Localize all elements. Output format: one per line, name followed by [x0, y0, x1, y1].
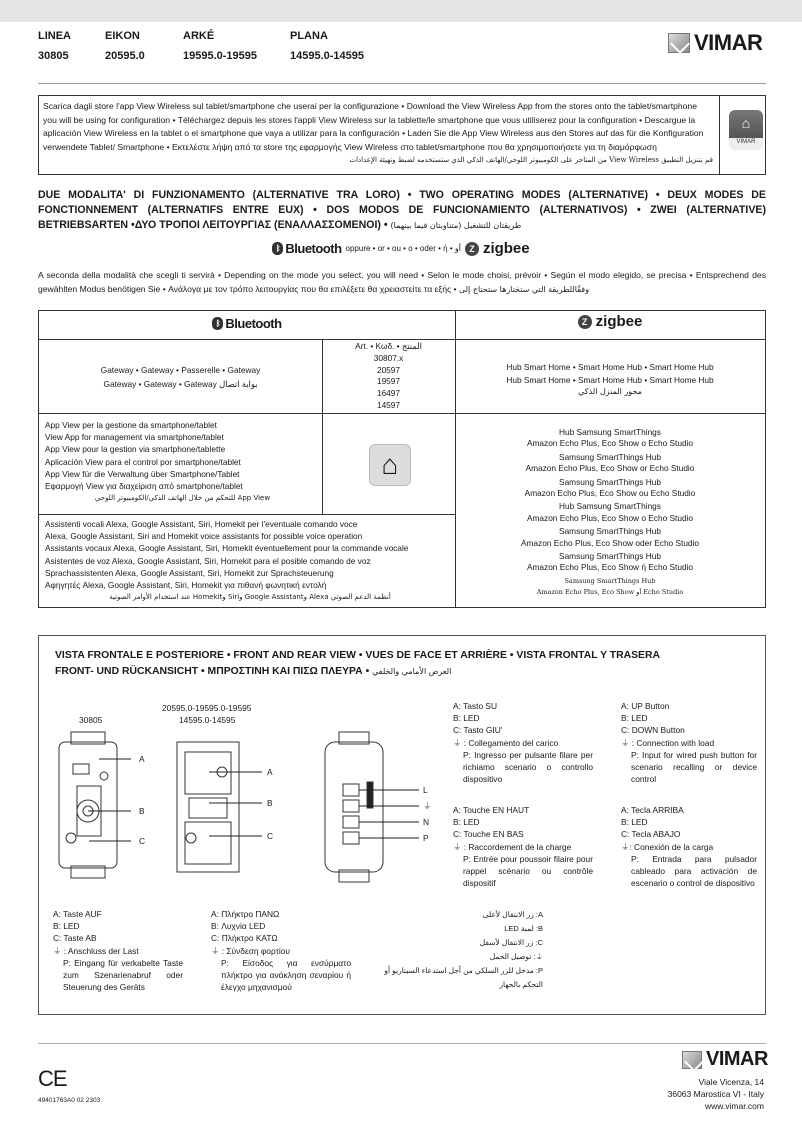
- legend-line: B: لمبة LED: [504, 924, 543, 933]
- divider: [38, 83, 766, 84]
- legend-line: P: Ingresso per pulsante filare per richiamo scenario o controllo dispositivo: [463, 749, 593, 785]
- zigbee-label: zigbee: [595, 313, 643, 330]
- divider: [38, 1043, 766, 1044]
- document-code: 49401763A0 02 2303: [38, 1097, 101, 1104]
- vimar-mark-icon: [668, 33, 690, 53]
- callout-load: ⏚: [423, 801, 432, 811]
- callout-n: N: [423, 817, 430, 827]
- legend-spanish: [621, 804, 757, 889]
- legend-line: B: LED: [453, 817, 480, 828]
- callout-b: B: [267, 798, 273, 808]
- callout-a: A: [139, 754, 145, 764]
- assistant-text: Assistenti vocali Alexa, Google Assistant, Siri, Homekit per l'eventuale comando voce: [45, 519, 358, 529]
- app-text: App View für die Verwaltung über Smartphone/Tablet: [45, 468, 240, 479]
- legend-line: A: زر الانتقال لأعلى: [482, 910, 543, 919]
- echo-devices: Amazon Echo Plus, Eco Show or Echo Studio: [525, 463, 695, 474]
- or-text: oppure • or • ou • o • oder • ή • أو: [345, 244, 461, 253]
- zigbee-label: zigbee: [482, 240, 530, 257]
- legend-line: P: Entrée pour poussoir filaire pour rappel scénario ou contrôle dispositif: [463, 853, 593, 889]
- legend-line: C: Πλήκτρο ΚΑΤΩ: [211, 933, 278, 944]
- legend-line: ⏚: Conexión de la carga: [621, 841, 714, 852]
- legend-line: B: LED: [53, 921, 80, 932]
- bluetooth-column-header: [39, 317, 455, 330]
- brand-name: VIMAR: [706, 1048, 768, 1070]
- legend-line: A: Tasto SU: [453, 701, 498, 711]
- zigbee-icon: Z: [578, 315, 592, 329]
- legend-line: P: مدخل للزر السلكي من أجل استدعاء السيناريو أو التحكم بالجهاز: [384, 966, 543, 989]
- front-rear-view-box: [38, 635, 766, 1015]
- bluetooth-label: Bluetooth: [225, 315, 282, 331]
- header-col-eikon: [105, 26, 145, 66]
- line-code: 20595.0: [105, 50, 145, 62]
- echo-devices: Amazon Echo Plus, Eco Show o Echo Studio: [526, 512, 694, 523]
- line-name: LINEA: [38, 30, 71, 42]
- vimar-logo: [668, 30, 762, 56]
- app-text: App View pour la gestion via smartphone/tablette: [45, 444, 226, 455]
- smartthings-entry: [455, 452, 765, 475]
- line-name: EIKON: [105, 30, 140, 42]
- header-col-linea: [38, 26, 71, 66]
- echo-devices: Amazon Echo Plus, Eco Show oder Echo Studio: [520, 537, 700, 548]
- legend-arabic: [381, 908, 543, 992]
- device-20595-front: [177, 742, 239, 872]
- legend-french: [453, 804, 593, 889]
- legend-line: ⏚: توصيل الحمل: [489, 952, 543, 961]
- protocol-options: [0, 240, 802, 257]
- legend-line: B: LED: [621, 713, 648, 724]
- vimar-logo: [682, 1048, 768, 1071]
- bluetooth-logo: [212, 317, 281, 330]
- view-app-home-icon: ⌂: [369, 444, 411, 486]
- gateway-text: Gateway • Gateway • Gateway بوابة اتصال: [103, 379, 258, 389]
- echo-devices: Amazon Echo Plus, Eco Show ou Echo Studio: [524, 488, 696, 499]
- house-gear-icon: ⌂: [741, 115, 751, 131]
- legend-line: ⏚ : Collegamento del carico: [453, 737, 559, 748]
- heading-text: DUE MODALITA' DI FUNZIONAMENTO (ALTERNATIVE TRA LORO) • TWO OPERATING MODES (ALTERNATIVE) • DEUX MODES DE FONCTIONNEMENT (ALTERNATIFS ENTRE EUX) • DOS MODOS DE FUNCIONAMIENTO (ALTERNATIVOS) • ZWEI (ALTERNATIVE) BETRIEBSARTEN •ΔΥΟ ΤΡΟΠΟΙ ΛΕΙΤΟΥΡΓΙΑΣ (ΕΝΑΛΛΑΣΣΟΜΕΝΟΙ) •: [38, 189, 766, 231]
- smartthings-cell: [455, 427, 765, 599]
- legend-line: C: DOWN Button: [621, 725, 685, 736]
- gateway-cell: [39, 363, 322, 391]
- callout-l: L: [423, 785, 428, 795]
- legend-line: B: LED: [621, 817, 648, 828]
- app-text: Εφαρμογή View για διαχείριση από smartphone/tablet: [45, 481, 243, 492]
- legend-line: ⏚ : Σύνδεση φορτίου: [211, 945, 290, 956]
- model-label: 30805: [79, 715, 103, 725]
- article-code: 14597: [376, 399, 401, 410]
- requirements-paragraph: [38, 268, 766, 297]
- smartthings-entry: [455, 526, 765, 549]
- model-label: 14595.0-14595: [179, 715, 236, 725]
- zigbee-icon: Z: [465, 242, 479, 256]
- divider: [39, 413, 765, 414]
- article-code: 19597: [376, 376, 401, 387]
- hub-name: Samsung SmartThings Hub: [564, 576, 656, 585]
- assistant-text-arabic: أنظمة الدعم الصوتي Alexa وGoogle Assistant وSiri وHomekit عند استخدام الأوامر الصوتية: [109, 593, 391, 602]
- callout-c: C: [139, 836, 146, 846]
- article-codes-cell: [322, 341, 455, 412]
- zigbee-logo: [578, 315, 643, 329]
- views-title-line: VISTA FRONTALE E POSTERIORE • FRONT AND REAR VIEW • VUES DE FACE ET ARRIÈRE • VISTA FRONTAL Y TRASERA: [55, 650, 660, 661]
- app-icon-label: VIMAR: [736, 139, 756, 145]
- hub-text-arabic: محور المنزل الذكي: [578, 387, 642, 396]
- top-band: [0, 0, 802, 22]
- legend-german: [53, 908, 183, 993]
- article-code: 20597: [376, 364, 401, 375]
- legend-line: B: LED: [453, 713, 480, 724]
- divider: [39, 339, 765, 340]
- callout-b: B: [139, 806, 145, 816]
- requirements-text-arabic: وفقًاللطريقة التي ستختارها ستحتاج إلى: [458, 285, 589, 294]
- legend-line: A: UP Button: [621, 701, 670, 711]
- hub-name: Samsung SmartThings Hub: [559, 451, 661, 462]
- article-code: 30807.x: [373, 352, 404, 363]
- vimar-mark-icon: [682, 1051, 702, 1069]
- legend-line: C: زر الانتقال لأسفل: [479, 938, 543, 947]
- article-label: Art. • Κωδ. • المنتج: [355, 341, 422, 351]
- brand-name: VIMAR: [694, 30, 763, 55]
- header-col-plana: [290, 26, 364, 66]
- heading-text-arabic: طريقتان للتشغيل (متناوبتان فيما بينهما): [390, 221, 522, 230]
- echo-devices: Amazon Echo Plus, Eco Show أو Echo Studio: [536, 588, 684, 597]
- bluetooth-label: Bluetooth: [285, 241, 342, 256]
- article-code: 16497: [376, 388, 401, 399]
- legend-italian: [453, 700, 593, 785]
- smartthings-entry: [455, 576, 765, 599]
- app-text-arabic: App View للتحكم من خلال الهاتف الذكي/الكومبيوتر اللوحي: [94, 494, 271, 503]
- callout-a: A: [267, 767, 273, 777]
- zigbee-column-header: [455, 315, 765, 329]
- gateway-text: Gateway • Gateway • Passerelle • Gateway: [100, 365, 261, 375]
- hub-name: Samsung SmartThings Hub: [559, 476, 661, 487]
- views-title: [55, 648, 660, 680]
- legend-line: C: Tecla ABAJO: [621, 829, 681, 840]
- app-view-cell: [45, 419, 320, 504]
- views-title-arabic: العرض الأمامي والخلفي: [372, 667, 452, 676]
- ce-mark: CE: [38, 1066, 67, 1091]
- app-text: App View per la gestione da smartphone/tablet: [45, 420, 217, 430]
- zigbee-logo: [465, 240, 530, 257]
- hub-name: Samsung SmartThings Hub: [559, 551, 661, 562]
- assistant-text: Alexa, Google Assistant, Siri and Homekit voice assistants for possible voice operation: [45, 531, 363, 542]
- address-line: 36063 Marostica VI - Italy: [667, 1089, 764, 1099]
- legend-line: P: Entrada para pulsador cableado para activación de escenario o control de dispositivo: [631, 853, 757, 889]
- legend-line: A: Touche EN HAUT: [453, 805, 530, 815]
- device-rear: [325, 732, 383, 882]
- requirements-table: [38, 310, 766, 608]
- legend-line: P: Είσοδος για ενσύρματο πλήκτρο για ανάκληση σεναρίου ή έλεγχο μηχανισμού: [221, 957, 351, 993]
- line-code: 14595.0-14595: [290, 50, 365, 62]
- hub-name: Samsung SmartThings Hub: [559, 526, 661, 537]
- line-code: 30805: [38, 50, 69, 62]
- legend-line: A: Tecla ARRIBA: [621, 805, 684, 815]
- assistant-text: Asistentes de voz Alexa, Google Assistant, Siri, Homekit para el posible comando de voz: [45, 555, 371, 566]
- app-download-text: Scarica dagli store l'app View Wireless sul tablet/smartphone che userai per la configurazione • Download the View Wireless App from the stores onto the tablet/smartphone you will be using for configuration • Téléchargez depuis les stores l'appli View Wireless sur la tablette/le smartphone que vous utiliserez pour la configuration • Descargue la aplicación View Wireless en la tablet o el smartphone que vaya a utilizar para la configuración • Laden Sie die App View Wireless aus den Stores auf das für die Konfiguration verwendete Tablet/ Smartphone • Εκτελέστε λήψη από τα store της εφαρμογής View Wireless στο tablet/smartphone που θα χρησιμοποιήσετε για τη διαμόρφωση: [43, 101, 704, 152]
- legend-line: B: Λυχνία LED: [211, 921, 266, 932]
- legend-line: P: Input for wired push button for scenario recalling or device control: [631, 749, 757, 785]
- assistant-text: Αφηγητές Alexa, Google Assistant, Siri, Homekit για πιθανή φωνητική εντολή: [45, 580, 327, 591]
- model-label: 20595.0-19595.0-19595: [162, 703, 252, 713]
- echo-devices: Amazon Echo Plus, Eco Show ή Echo Studio: [526, 562, 694, 573]
- legend-line: ⏚ : Raccordement de la charge: [453, 841, 572, 852]
- hub-name: Hub Samsung SmartThings: [559, 501, 661, 512]
- divider: [39, 514, 455, 515]
- app-download-text-block: [43, 100, 713, 168]
- bluetooth-logo: [272, 241, 341, 256]
- hub-cell: [455, 361, 765, 399]
- callout-c: C: [267, 831, 274, 841]
- views-title-line: FRONT- UND RÜCKANSICHT • ΜΠΡΟΣΤΙΝΗ ΚΑΙ ΠΙΣΩ ΠΛΕΥΡΑ •: [55, 666, 370, 677]
- line-code: 19595.0-19595: [183, 50, 258, 62]
- company-address: [668, 1076, 764, 1112]
- legend-line: ⏚ : Connection with load: [621, 737, 715, 748]
- legend-line: C: Taste AB: [53, 933, 97, 944]
- legend-line: C: Tasto GIU': [453, 725, 503, 736]
- legend-greek: [211, 908, 351, 993]
- line-name: ARKÉ: [183, 30, 215, 42]
- smartthings-entry: [455, 551, 765, 574]
- legend-line: C: Touche EN BAS: [453, 829, 524, 840]
- callout-p: P: [423, 833, 429, 843]
- legend-line: ⏚ : Anschluss der Last: [53, 945, 139, 956]
- legend-line: P: Eingang für verkabelte Taste zum Szenarienabruf oder Steuerung des Geräts: [63, 957, 183, 993]
- device-30805-front: [59, 732, 117, 878]
- line-name: PLANA: [290, 30, 328, 42]
- app-text: View App for management via smartphone/tablet: [45, 432, 224, 443]
- legend-line: A: Πλήκτρο ΠΑΝΩ: [211, 909, 280, 919]
- app-download-box: [38, 95, 766, 175]
- device-drawings: [39, 726, 449, 896]
- bluetooth-icon: ᛒ: [272, 242, 283, 255]
- requirements-text: A seconda della modalità che scegli ti servirà • Depending on the mode you select, you will need • Selon le mode choisi, prévoir • Según el modo elegido, se precisa • Entsprechend des gewählten Modus benötigen Sie • Ανάλογα με τον τρόπο λειτουργίας που θα επιλέξετε θα χρειαστείτε τα εξής •: [38, 270, 766, 294]
- hub-text: Hub Smart Home • Smart Home Hub • Smart Home Hub: [506, 362, 714, 372]
- echo-devices: Amazon Echo Plus, Eco Show o Echo Studio: [526, 438, 694, 449]
- hub-name: Hub Samsung SmartThings: [559, 427, 661, 437]
- legend-line: A: Taste AUF: [53, 909, 102, 919]
- legend-english: [621, 700, 757, 785]
- app-download-text-arabic: قم بتنزيل التطبيق View Wireless من المتاجر على الكومبيوتر اللوحي/الهاتف الذكي الذي ستستخدمه لضبط وتهيئة الإعدادات: [349, 156, 713, 165]
- address-line: Viale Vicenza, 14: [698, 1077, 764, 1087]
- website-link[interactable]: www.vimar.com: [704, 1101, 764, 1111]
- app-text: Aplicación View para el control por smartphone/tablet: [45, 456, 241, 467]
- smartthings-entry: [455, 427, 765, 450]
- smartthings-entry: [455, 501, 765, 524]
- assistant-text: Sprachassistenten Alexa, Google Assistant, Siri, Homekit zur Sprachsteuerung: [45, 567, 334, 578]
- assistant-text: Assistants vocaux Alexa, Google Assistant, Siri, Homekit éventuellement pour la commande vocale: [45, 543, 409, 554]
- divider: [719, 96, 720, 174]
- voice-assistants-cell: [45, 518, 455, 603]
- hub-text: Hub Smart Home • Smart Home Hub • Smart Home Hub: [506, 374, 714, 385]
- operating-modes-heading: [38, 188, 766, 233]
- bluetooth-icon: ᛒ: [212, 317, 223, 330]
- view-wireless-app-icon: [729, 110, 763, 150]
- smartthings-entry: [455, 477, 765, 500]
- header-col-arke: [183, 26, 257, 66]
